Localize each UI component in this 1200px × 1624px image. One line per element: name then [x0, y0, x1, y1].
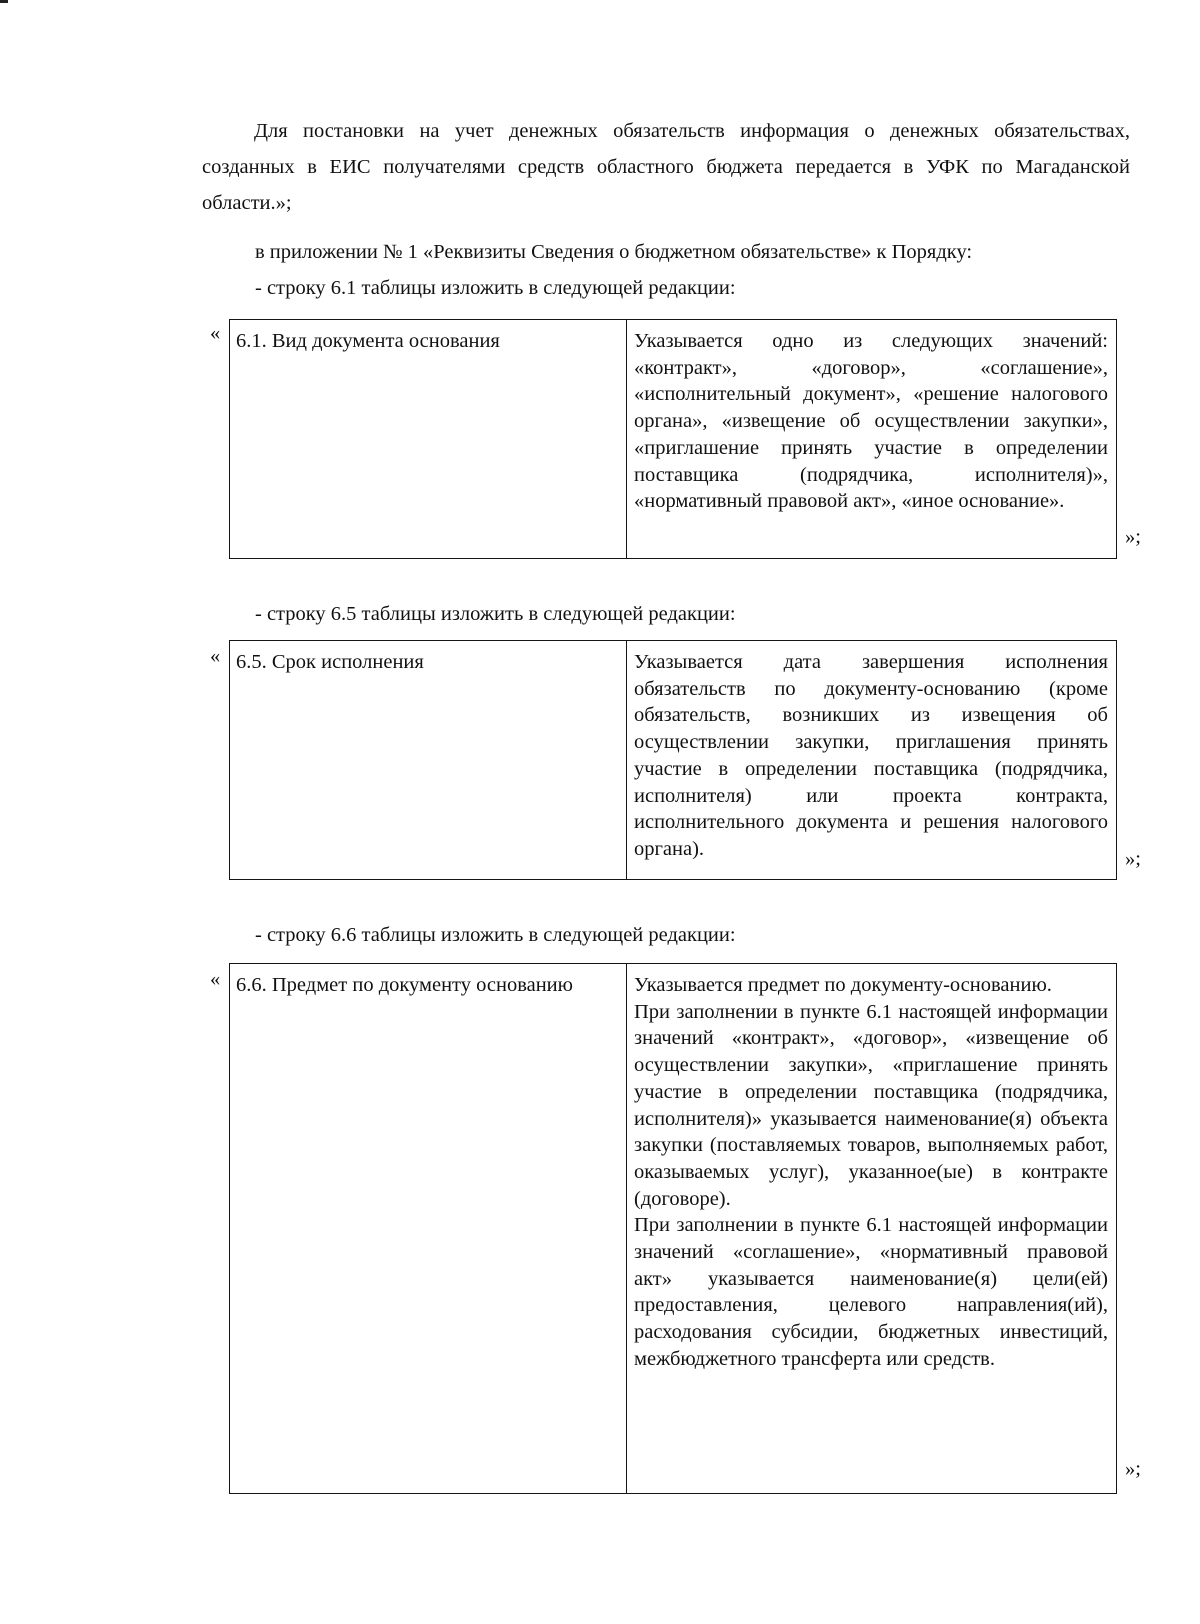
quote-close-6-6: »;	[1125, 1458, 1141, 1480]
cell-divider	[626, 964, 627, 1493]
instruction-6-1: - строку 6.1 таблицы изложить в следующей редакции:	[255, 277, 736, 299]
instruction-6-6: - строку 6.6 таблицы изложить в следующей редакции:	[255, 924, 736, 946]
intro-paragraph: Для постановки на учет денежных обязательств информация о денежных обязательствах, созданных в ЕИС получателями средств областного бюджета передается в УФК по Магаданской области.»;	[202, 120, 1130, 214]
cell-divider	[626, 320, 627, 558]
row-6-6-field-name: 6.6. Предмет по документу основанию	[236, 974, 573, 996]
table-row-6-6	[229, 963, 1117, 1494]
table-row-6-5	[229, 640, 1117, 880]
quote-open-6-1: «	[210, 322, 221, 344]
row-6-1-field-description: Указывается одно из следующих значений: «контракт», «договор», «соглашение», «исполнительный документ», «решение налогового органа», «извещение об осуществлении закупки», «приглашение принять участие в определении поставщика (подрядчика, исполнителя)», «нормативный правовой акт», «иное основание».	[634, 330, 1108, 513]
row-6-1-field-name: 6.1. Вид документа основания	[236, 330, 500, 352]
cell-divider	[626, 641, 627, 879]
quote-open-6-6: «	[210, 968, 221, 990]
appendix-line: в приложении № 1 «Реквизиты Сведения о бюджетном обязательстве» к Порядку:	[255, 241, 973, 263]
quote-close-6-1: »;	[1125, 526, 1141, 548]
scan-artifact-mark	[0, 0, 8, 3]
table-row-6-1	[229, 319, 1117, 559]
quote-open-6-5: «	[210, 645, 221, 667]
row-6-5-field-name: 6.5. Срок исполнения	[236, 651, 424, 673]
quote-close-6-5: »;	[1125, 848, 1141, 870]
row-6-5-field-description: Указывается дата завершения исполнения обязательств по документу-основанию (кроме обязательств, возникших из извещения об осуществлении закупки, приглашения принять участие в определении поставщика (подрядчика, исполнителя) или проекта контракта, исполнительного документа и решения налогового органа).	[634, 651, 1108, 860]
row-6-6-description-part-3: При заполнении в пункте 6.1 настоящей информации значений «соглашение», «нормативный правовой акт» указывается наименование(я) цели(ей) предоставления, целевого направления(ий), расходования субсидии, бюджетных инвестиций, межбюджетного трансферта или средств.	[634, 1214, 1108, 1370]
row-6-6-description-part-2: При заполнении в пункте 6.1 настоящей информации значений «контракт», «договор», «извещение об осуществлении закупки», «приглашение принять участие в определении поставщика (подрядчика, исполнителя)» указывается наименование(я) объекта закупки (поставляемых товаров, выполняемых работ, оказываемых услуг), указанное(ые) в контракте (договоре).	[634, 1000, 1108, 1210]
row-6-6-description-part-1: Указывается предмет по документу-основанию.	[634, 974, 1052, 996]
row-6-6-field-description	[634, 972, 1108, 1373]
instruction-6-5: - строку 6.5 таблицы изложить в следующей редакции:	[255, 603, 736, 625]
